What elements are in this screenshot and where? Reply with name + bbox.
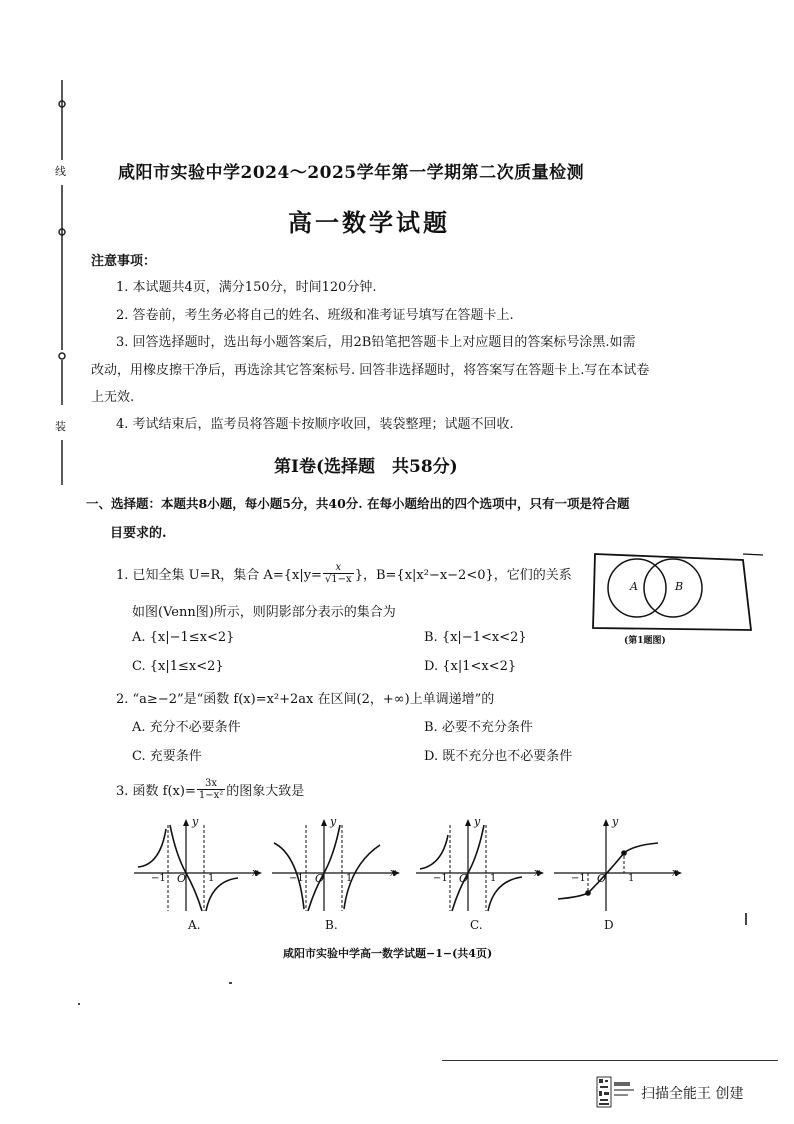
note-item: 4. 考试结束后，监考员将答题卡按顺序收回，装袋整理；试题不回收. <box>116 417 514 432</box>
graph-a-origin: O <box>177 872 187 885</box>
exam-title: 咸阳市实验中学2024～2025学年第一学期第二次质量检测 <box>118 163 585 183</box>
q3-frac-num: 3x <box>205 778 218 789</box>
graph-a-tick-neg: −1 <box>151 873 166 884</box>
note-item: 3. 回答选择题时，选出每小题答案后，用2B铅笔把答题卡上对应题目的答案标号涂黑.如需 <box>116 335 636 350</box>
binding-label-seal: 装 <box>55 420 66 433</box>
section-instructions: 一、选择题：本题共8小题，每小题5分，共40分. 在每小题给出的四个选项中，只有一项是符合题 <box>86 496 630 511</box>
page-footer: 咸阳市实验中学高一数学试题−1−(共4页) <box>283 947 493 960</box>
q1-option-c: C. {x|1≤x<2} <box>132 659 224 674</box>
section-title: 第Ⅰ卷(选择题 共58分) <box>274 457 458 477</box>
graph-c-xlabel: x <box>534 866 541 879</box>
graph-option-a <box>130 815 265 915</box>
question-3-stem <box>116 778 304 801</box>
graph-d-ylabel: y <box>612 815 619 828</box>
scanner-watermark-text: 扫描全能王 创建 <box>641 1086 744 1102</box>
graph-d-label: D <box>604 918 614 932</box>
graph-d-xlabel: x <box>672 866 679 879</box>
graph-c-origin: O <box>459 872 469 885</box>
venn-diagram <box>585 546 765 648</box>
q1-option-d: D. {x|1<x<2} <box>424 659 517 674</box>
binding-label-line: 线 <box>55 165 66 178</box>
graph-c-tick-pos: 1 <box>490 873 497 884</box>
graph-a-ylabel: y <box>192 815 199 828</box>
question-2-stem: 2. “a≥−2”是“函数 f(x)=x²+2ax 在区间(2，+∞)上单调递增”的 <box>116 692 495 707</box>
binding-line <box>48 60 78 500</box>
graph-b-origin: O <box>315 872 325 885</box>
note-item: 上无效. <box>91 390 135 405</box>
notes-heading: 注意事项： <box>91 254 157 269</box>
graph-b-label: B. <box>325 918 338 932</box>
graph-b-xlabel: x <box>390 866 397 879</box>
q2-option-b: B. 必要不充分条件 <box>424 720 533 735</box>
scan-speck <box>229 982 232 984</box>
section-instructions-cont: 目要求的. <box>110 526 167 541</box>
scanner-rule <box>442 1060 778 1061</box>
graph-b-ylabel: y <box>330 815 337 828</box>
graph-option-b <box>268 815 403 915</box>
note-item: 2. 答卷前，考生务必将自己的姓名、班级和准考证号填写在答题卡上. <box>116 308 514 323</box>
graph-c-label: C. <box>470 918 483 932</box>
graph-a-xlabel: x <box>252 866 259 879</box>
graph-a-tick-pos: 1 <box>208 873 215 884</box>
venn-label-b: B <box>675 580 684 593</box>
graph-d-tick-pos: 1 <box>628 873 635 884</box>
q1-option-a: A. {x|−1≤x<2} <box>132 630 235 645</box>
graph-c-ylabel: y <box>474 815 481 828</box>
note-item: 1. 本试题共4页，满分150分，时间120分钟. <box>116 280 377 295</box>
q1-fraction <box>323 562 354 585</box>
q3-frac-den: 1−x² <box>198 790 224 801</box>
q1-frac-num: x <box>335 562 342 573</box>
graph-option-c <box>412 815 547 915</box>
venn-circle-b <box>644 559 702 617</box>
scan-speck <box>78 1003 80 1005</box>
q1-frac-den: √1−x <box>324 574 352 585</box>
q1-text-b: }，B={x|x²−x−2<0}，它们的关系 <box>354 568 572 583</box>
graph-option-d <box>550 815 685 915</box>
subject-title: 高一数学试题 <box>288 208 450 237</box>
figure-caption: (第1题图) <box>624 636 666 646</box>
q3-text-b: 的图象大致是 <box>226 784 305 799</box>
graph-a-label: A. <box>188 918 201 932</box>
graph-b-tick-pos: 1 <box>346 873 353 884</box>
scanner-logo <box>596 1076 636 1108</box>
q2-option-a: A. 充分不必要条件 <box>132 720 241 735</box>
note-item: 改动，用橡皮擦干净后，再选涂其它答案标号. 回答非选择题时，将答案写在答题卡上.写在本试卷 <box>91 363 650 378</box>
q2-option-c: C. 充要条件 <box>132 749 202 764</box>
graph-b-tick-neg: −1 <box>289 873 304 884</box>
q3-text-a: 3. 函数 f(x)= <box>116 784 196 799</box>
graph-c-tick-neg: −1 <box>433 873 448 884</box>
question-1-stem <box>116 562 572 585</box>
q2-option-d: D. 既不充分也不必要条件 <box>424 749 573 764</box>
q1-text-a: 1. 已知全集 U=R，集合 A={x|y= <box>116 568 322 583</box>
venn-label-a: A <box>630 580 638 593</box>
graph-d-tick-neg: −1 <box>571 873 586 884</box>
q1-option-b: B. {x|−1<x<2} <box>424 630 527 645</box>
scan-speck <box>745 913 747 925</box>
q3-fraction <box>197 778 225 801</box>
question-1-line2: 如图(Venn图)所示，则阴影部分表示的集合为 <box>132 605 396 620</box>
graph-d-origin: O <box>597 872 607 885</box>
